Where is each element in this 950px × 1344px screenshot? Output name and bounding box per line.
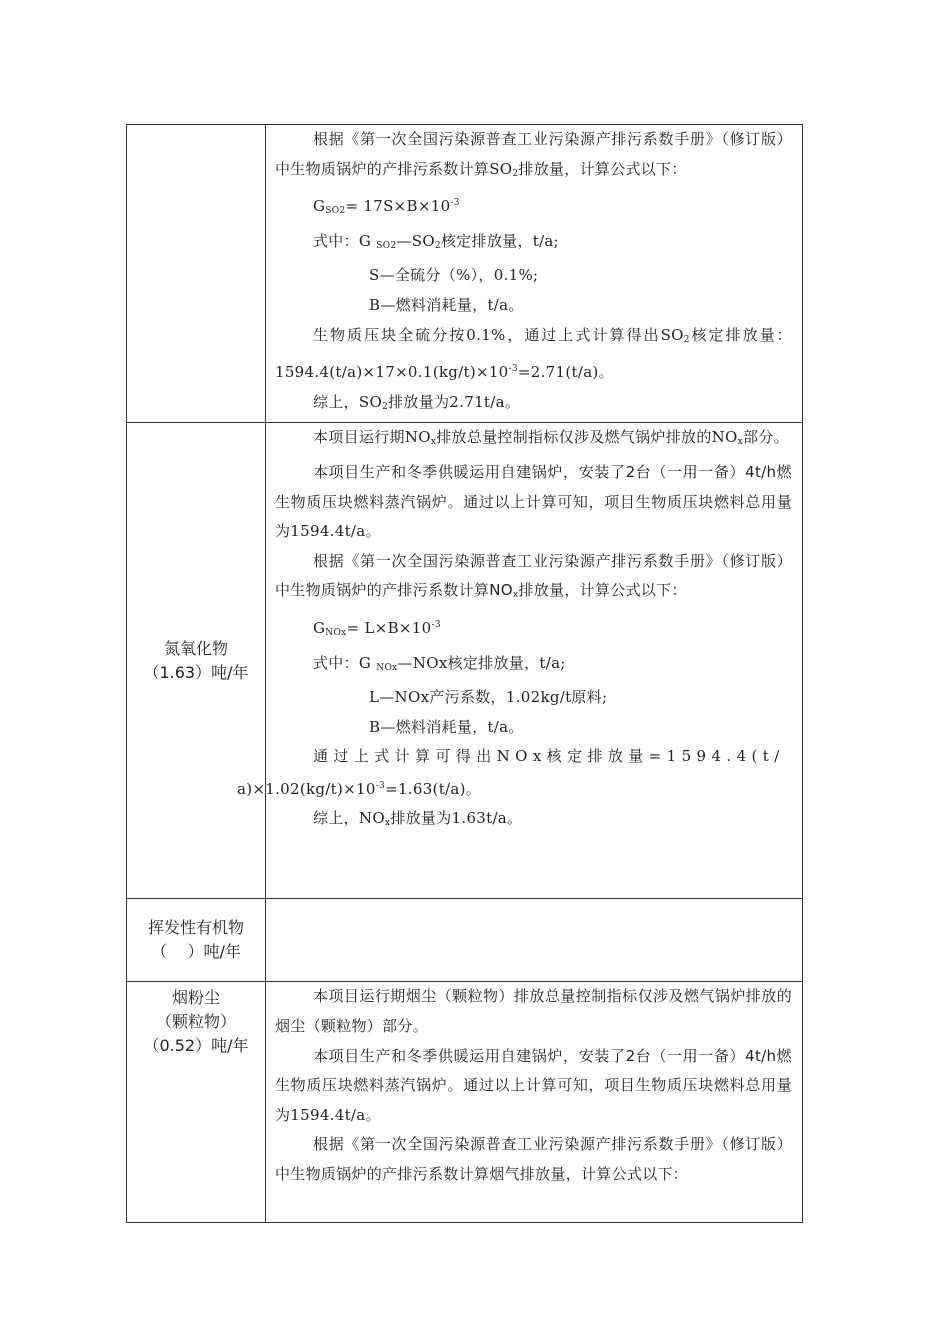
def-subscript: SO2 [376, 240, 397, 251]
method-text-b: 排放量，计算公式以下： [518, 581, 687, 600]
so2-method-text: 根据《第一次全国污染源普查工业污染源产排污系数手册》（修订版）中生物质锅炉的产排污系数计算SO [275, 130, 792, 178]
calc-text-a: 通过上式计算可得出NOx核定排放量=1594.4(t/ [313, 747, 785, 766]
def-head: 式中：G [313, 231, 377, 250]
summary-text-b: 排放量为1.63t/a。 [390, 809, 523, 828]
summary-text-a: 综上，NO [313, 809, 385, 828]
dust-boiler-paragraph [275, 1042, 792, 1131]
voc-row [127, 899, 803, 982]
summary-text-a: 综上，SO [313, 392, 383, 411]
nox-method-paragraph [275, 547, 792, 611]
scope-text-b: 排放总量控制指标仅涉及燃气锅炉排放的NO [436, 428, 738, 447]
so2-def-b: B—燃料消耗量，t/a。 [369, 295, 524, 314]
summary-subscript: x [384, 818, 391, 829]
so2-def-s: S—全硫分（%），0.1%; [369, 266, 539, 285]
nox-summary [275, 804, 792, 842]
boiler-text-c: 燃生物质压块燃料蒸汽锅炉。通过以上计算可知，项目生物质压块燃料总用量为1594.4t/a。 [275, 462, 792, 541]
calc-text-b: 核定排放量：1594.4(t/a)×17×0.1(kg/t)×10 [275, 325, 792, 382]
nox-boiler-paragraph [275, 458, 792, 547]
so2-summary [275, 388, 792, 423]
boiler-text-a: 本项目生产和冬季供暖运用自建锅炉，安装了 [313, 1046, 626, 1065]
boiler-text-b: 台（一用一备） [635, 1046, 746, 1065]
dust-row [127, 982, 803, 1223]
dust-label-cell [127, 982, 266, 1223]
calc-text-a: 生物质压块全硫分按0.1%，通过上式计算得出SO [313, 325, 684, 344]
nox-def-g [275, 649, 792, 684]
scope-subscript-2: x [737, 437, 744, 448]
def-head: 式中：G [313, 653, 377, 672]
dust-method-paragraph: 根据《第一次全国污染源普查工业污染源产排污系数手册》（修订版）中生物质锅炉的产排污系数计算烟气排放量，计算公式以下： [275, 1135, 792, 1183]
def-end: 核定排放量，t/a; [440, 231, 560, 250]
summary-subscript: 2 [382, 401, 389, 412]
formula-subscript: SO2 [325, 206, 346, 217]
scope-text-c: 部分。 [743, 428, 789, 447]
scope-text-a: 本项目运行期NO [313, 428, 431, 447]
so2-label-cell [127, 125, 266, 423]
voc-label-cell [127, 899, 266, 982]
so2-content-cell [266, 125, 803, 423]
boiler-capacity: 4t/h [745, 462, 777, 481]
boiler-count: 2 [625, 462, 636, 481]
formula-body: = 17S×B×10 [345, 197, 451, 216]
calc-text-c: =2.71(t/a)。 [517, 363, 614, 382]
boiler-capacity: 4t/h [745, 1046, 777, 1065]
voc-label-name: 挥发性有机物 [147, 918, 244, 938]
nox-label-cell [127, 423, 266, 899]
def-subscript: NOx [376, 662, 398, 673]
calc-text-b: a)×1.02(kg/t)×10 [237, 779, 376, 798]
voc-content-cell [266, 899, 803, 982]
dust-label-sub: （颗粒物） [155, 1012, 236, 1032]
voc-label-amount: （ ）吨/年 [151, 942, 241, 962]
dust-label-name: 烟粉尘 [171, 988, 220, 1008]
nox-scope-paragraph [275, 423, 792, 458]
boiler-count: 2 [625, 1046, 636, 1065]
boiler-text-a: 本项目生产和冬季供暖运用自建锅炉，安装了 [313, 462, 626, 481]
nox-label-name: 氮氧化物 [163, 638, 228, 658]
method-nox: NO [489, 581, 513, 600]
nox-formula [275, 611, 792, 649]
nox-def-b: B—燃料消耗量，t/a。 [369, 717, 524, 736]
nox-calculation [237, 742, 792, 804]
calc-exponent: -3 [375, 780, 386, 791]
formula-subscript: NOx [325, 627, 347, 638]
so2-method-text-end: 排放量，计算公式以下： [518, 159, 687, 178]
so2-row [127, 125, 803, 423]
so2-subscript: 2 [512, 168, 519, 179]
scope-subscript: x [430, 437, 437, 448]
formula-body: = L×B×10 [346, 618, 432, 637]
so2-def-g [275, 227, 792, 262]
so2-formula [275, 189, 792, 227]
method-text-a: 根据《第一次全国污染源普查工业污染源产排污系数手册》（修订版）中生物质锅炉的产排污系数计算 [275, 551, 792, 600]
method-subscript: x [512, 590, 519, 601]
so2-method-paragraph [275, 125, 792, 189]
so2-calculation [275, 321, 792, 388]
emission-table [126, 124, 803, 1223]
calc-exponent: -3 [508, 364, 518, 375]
def-mid: —SO [396, 231, 435, 250]
calc-text-c: =1.63(t/a)。 [385, 779, 482, 798]
summary-text-b: 排放量为2.71t/a。 [388, 392, 521, 411]
def-subscript-2: 2 [434, 240, 441, 251]
nox-def-l: L—NOx产污系数，1.02kg/t原料; [369, 688, 608, 707]
formula-symbol: G [313, 618, 326, 637]
calc-subscript: 2 [683, 334, 690, 345]
dust-scope-paragraph: 本项目运行期烟尘（颗粒物）排放总量控制指标仅涉及燃气锅炉排放的烟尘（颗粒物）部分。 [275, 987, 792, 1035]
formula-exponent: -3 [450, 198, 460, 209]
formula-exponent: -3 [431, 619, 441, 630]
boiler-text-c: 燃生物质压块燃料蒸汽锅炉。通过以上计算可知，项目生物质压块燃料总用量为1594.4t/a。 [275, 1046, 792, 1124]
dust-content-cell [266, 982, 803, 1223]
dust-label-amount: （0.52）吨/年 [143, 1036, 249, 1056]
def-end: —NOx核定排放量，t/a; [397, 653, 566, 672]
nox-row [127, 423, 803, 899]
formula-symbol: G [313, 197, 326, 216]
nox-label-amount: （1.63）吨/年 [143, 662, 249, 682]
boiler-text-b: 台（一用一备） [635, 462, 746, 481]
nox-content-cell [237, 423, 803, 899]
